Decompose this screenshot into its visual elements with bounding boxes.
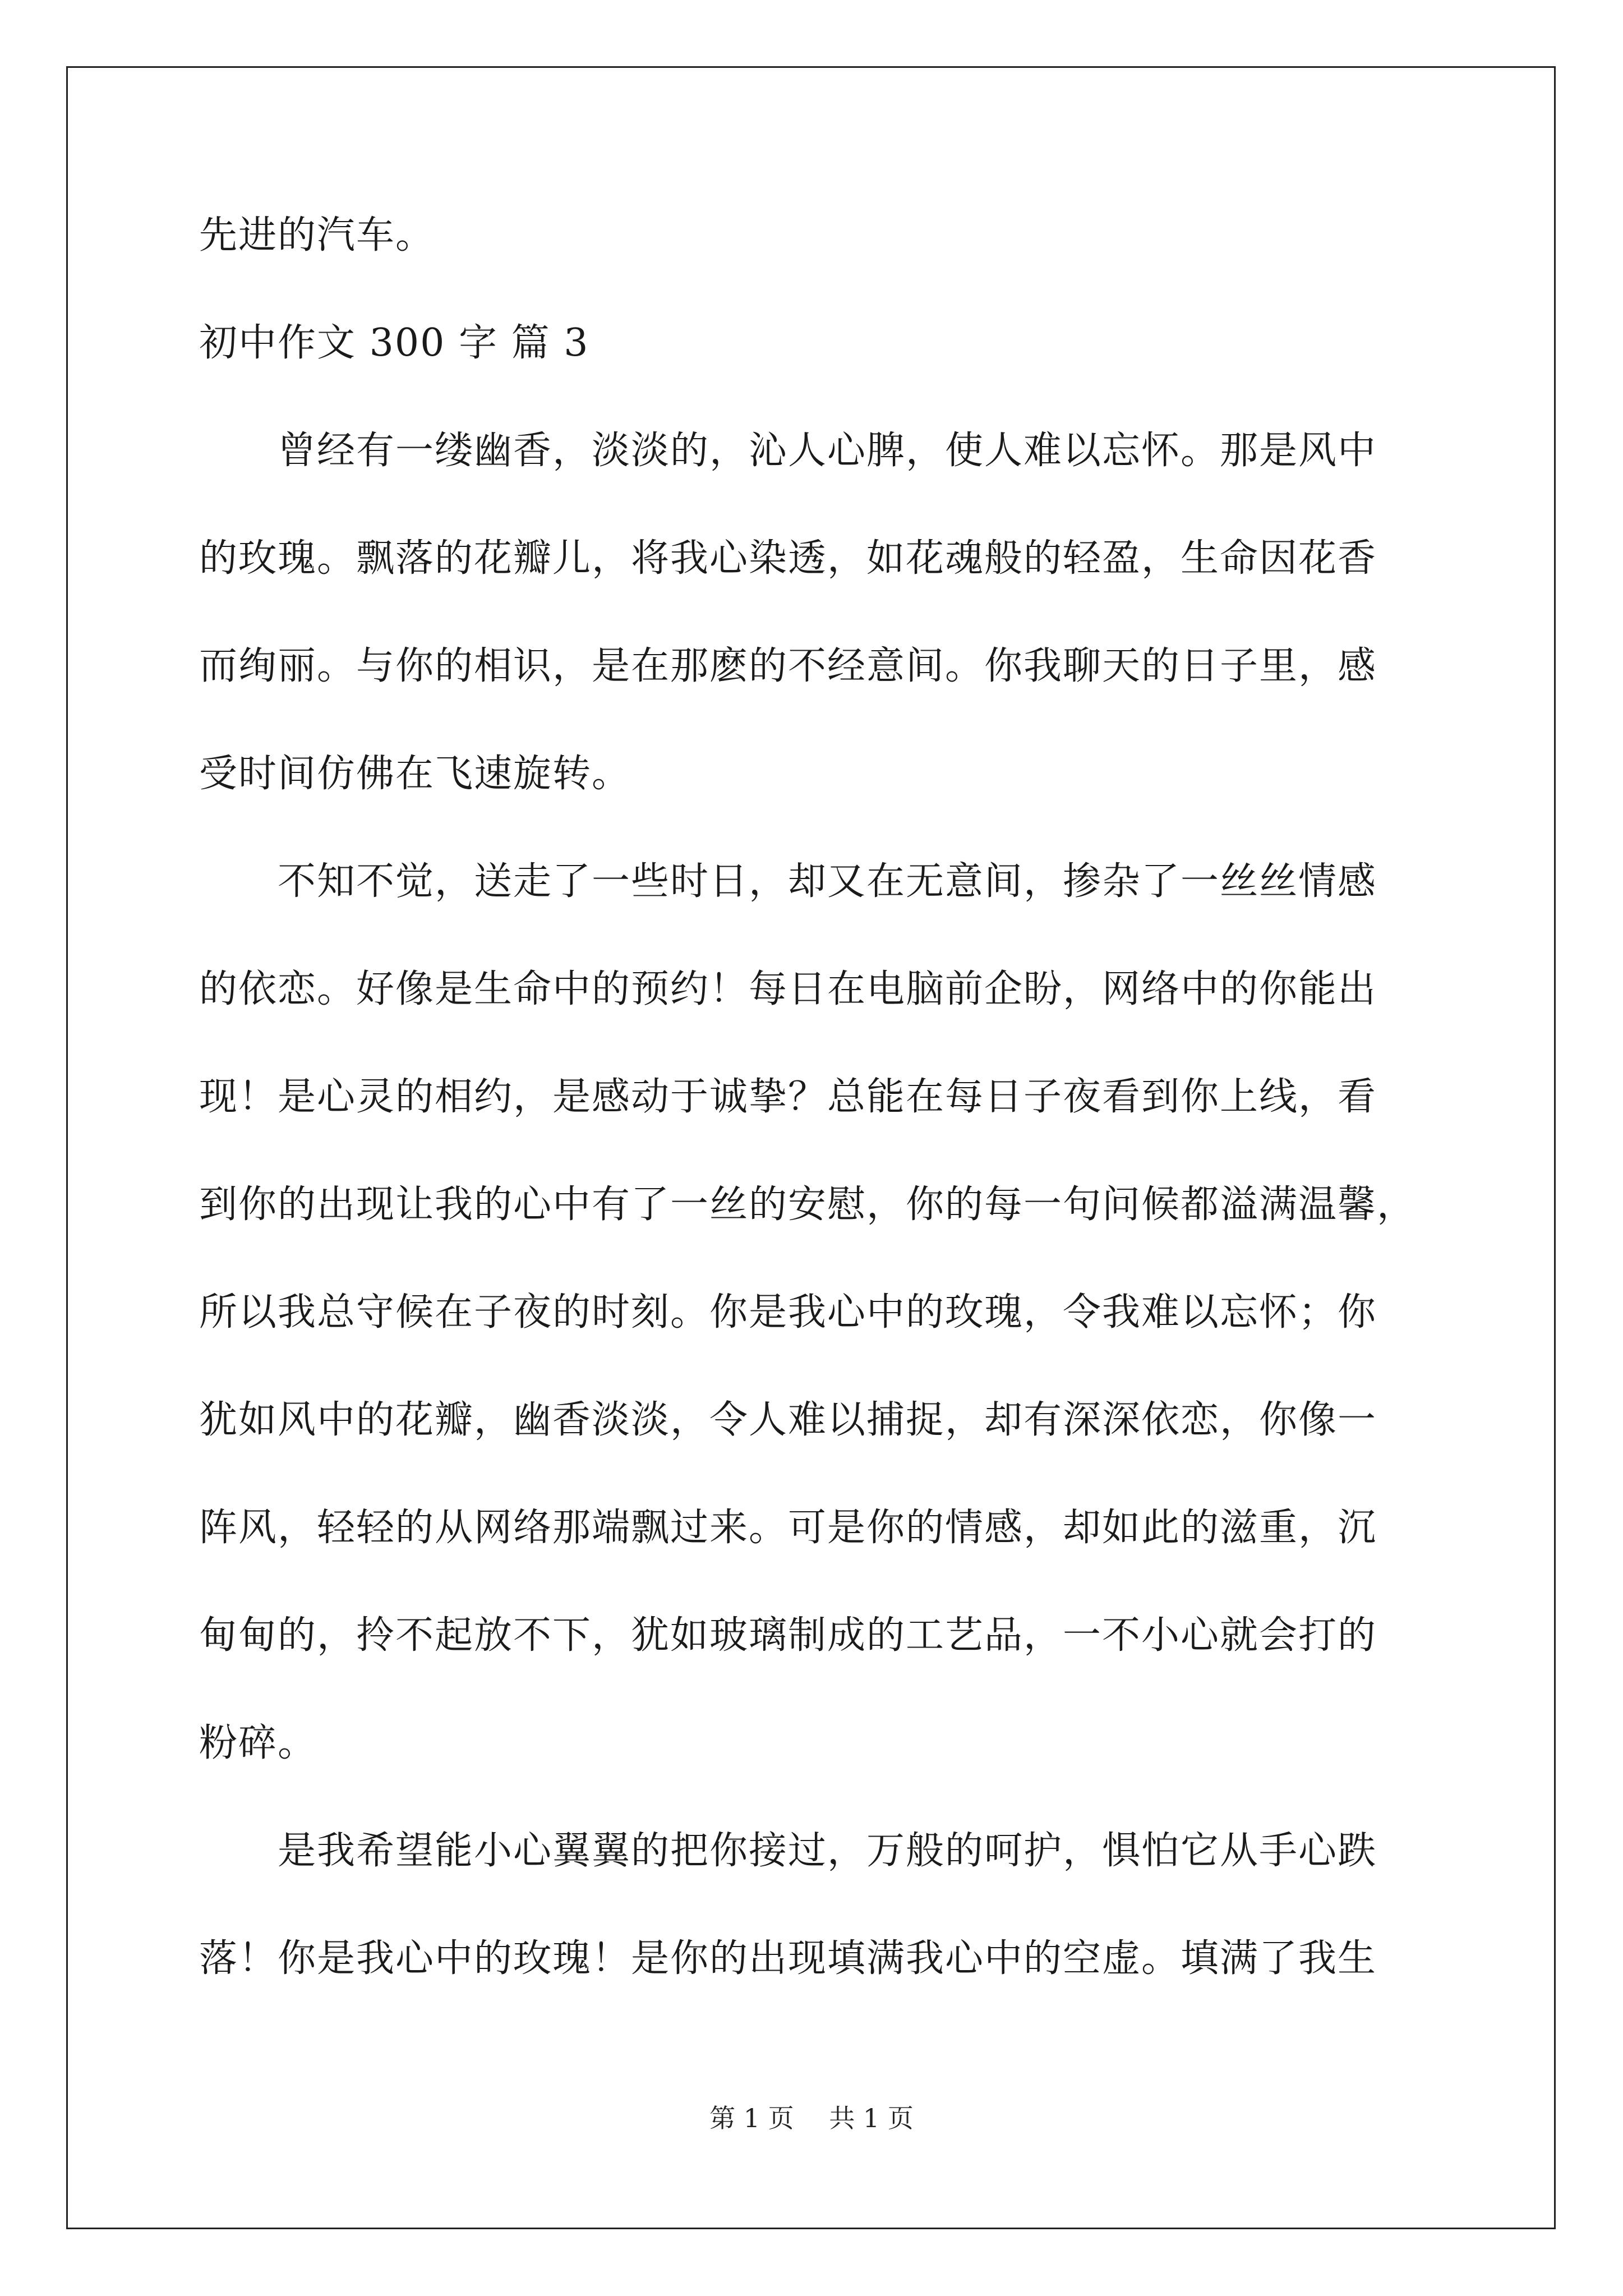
- text-line: 的玫瑰。飘落的花瓣儿，将我心染透，如花魂般的轻盈，生命因花香: [199, 536, 1377, 581]
- text-line: 现！是心灵的相约，是感动于诚挚？总能在每日子夜看到你上线，看: [199, 1075, 1377, 1119]
- page-footer: [0, 2098, 1623, 2135]
- text-line: 粉碎。: [199, 1721, 317, 1765]
- text-line: 是我希望能小心翼翼的把你接过，万般的呵护，惧怕它从手心跌: [199, 1829, 1377, 1873]
- text-line: 犹如风中的花瓣，幽香淡淡，令人难以捕捉，却有深深依恋，你像一: [199, 1398, 1377, 1442]
- document-body: [199, 209, 1433, 1986]
- text-line: 曾经有一缕幽香，淡淡的，沁人心脾，使人难以忘怀。那是风中: [199, 429, 1377, 473]
- text-line: 落！你是我心中的玫瑰！是你的出现填满我心中的空虚。填满了我生: [199, 1936, 1377, 1981]
- text-line: 不知不觉，送走了一些时日，却又在无意间，掺杂了一丝丝情感: [199, 859, 1377, 904]
- section-heading: 初中作文 300 字 篇 3: [199, 321, 589, 365]
- page-total: 共 1 页: [829, 2103, 914, 2133]
- text-line: 而绚丽。与你的相识，是在那麽的不经意间。你我聊天的日子里，感: [199, 644, 1377, 688]
- text-line: 阵风，轻轻的从网络那端飘过来。可是你的情感，却如此的滋重，沉: [199, 1506, 1377, 1550]
- text-line: 所以我总守候在子夜的时刻。你是我心中的玫瑰，令我难以忘怀；你: [199, 1290, 1377, 1335]
- text-line: 的依恋。好像是生命中的预约！每日在电脑前企盼，网络中的你能出: [199, 967, 1377, 1011]
- text-line: 受时间仿佛在飞速旋转。: [199, 752, 631, 796]
- page-number: 第 1 页: [709, 2103, 794, 2133]
- text-line: 甸甸的，拎不起放不下，犹如玻璃制成的工艺品，一不小心就会打的: [199, 1613, 1377, 1658]
- text-line: 到你的出现让我的心中有了一丝的安慰，你的每一句问候都溢满温馨，: [199, 1182, 1417, 1227]
- text-line: 先进的汽车。: [199, 213, 435, 257]
